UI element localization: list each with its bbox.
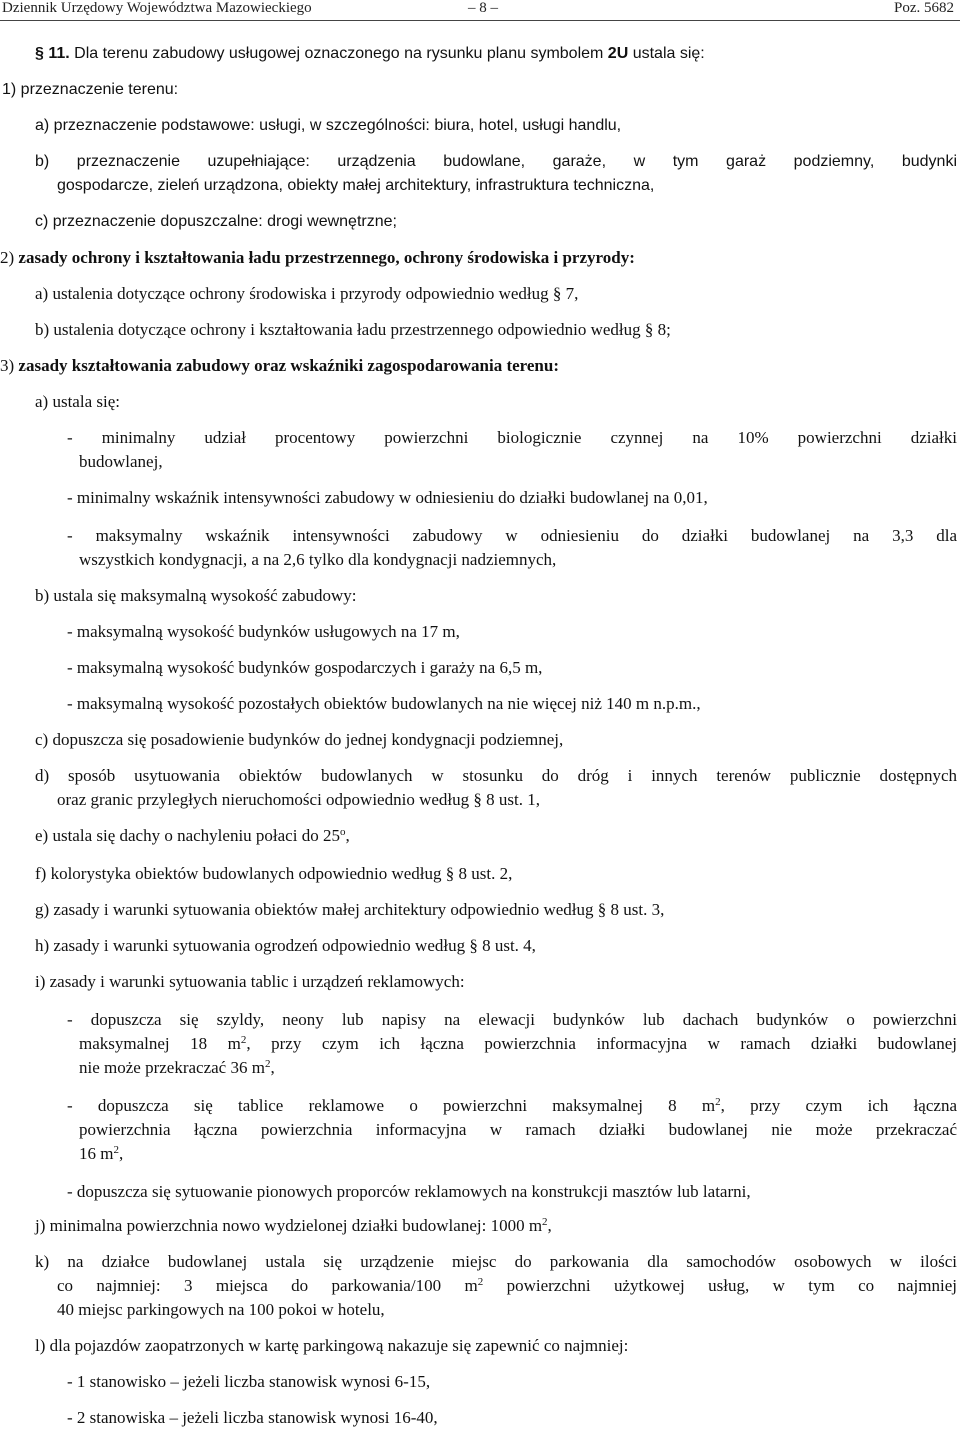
item-3l-bullet2: - 2 stanowiska – jeżeli liczba stanowisk wynosi 16-40, bbox=[67, 1408, 438, 1427]
item-3a-bullet3-line1: - maksymalny wskaźnik intensywności zabudowy w odniesieniu do działki budowlanej na 3,3 dla bbox=[67, 526, 957, 545]
header-divider bbox=[0, 20, 960, 21]
item-3j bbox=[35, 1214, 552, 1238]
text-part: , bbox=[547, 1216, 552, 1235]
item-2a: a) ustalenia dotyczące ochrony środowiska i przyrody odpowiednio według § 7, bbox=[35, 284, 579, 303]
item-3k-line3: 40 miejsc parkingowych na 100 pokoi w hotelu, bbox=[57, 1300, 385, 1319]
item-3i-bullet2-line1 bbox=[67, 1094, 957, 1118]
item-3l: l) dla pojazdów zaopatrzonych w kartę parkingową nakazuje się zapewnić co najmniej: bbox=[35, 1336, 629, 1355]
item-3e bbox=[35, 824, 350, 848]
item-3i-bullet1-line2 bbox=[79, 1032, 957, 1056]
item-3e-text: e) ustala się dachy o nachyleniu połaci do 25 bbox=[35, 826, 340, 845]
item-3e-tail: , bbox=[345, 826, 350, 845]
item-3b: b) ustala się maksymalną wysokość zabudowy: bbox=[35, 586, 357, 605]
item-2-number: 2) bbox=[0, 248, 19, 267]
superscript: 2 bbox=[264, 1058, 271, 1070]
section-text: Dla terenu zabudowy usługowej oznaczonego na rysunku planu symbolem bbox=[69, 45, 608, 62]
text-part: co najmniej: 3 miejsca do parkowania/100 m bbox=[57, 1276, 478, 1295]
degree-mark: o bbox=[339, 826, 346, 838]
item-1b-line1: b) przeznaczenie uzupełniające: urządzenia budowlane, garaże, w tym garaż podziemny, budynki bbox=[35, 153, 957, 170]
text-part: j) minimalna powierzchnia nowo wydzielonej działki budowlanej: 1000 m bbox=[35, 1216, 543, 1235]
superscript: 2 bbox=[715, 1096, 721, 1108]
item-2 bbox=[0, 246, 635, 270]
item-3a-bullet1-line2: budowlanej, bbox=[79, 452, 163, 471]
journal-title: Dziennik Urzędowy Województwa Mazowieckiego bbox=[2, 0, 312, 16]
page-number: – 8 – bbox=[468, 0, 498, 16]
item-1b-line2: gospodarcze, zieleń urządzona, obiekty małej architektury, infrastruktura techniczna, bbox=[57, 177, 655, 194]
section-number: § 11. bbox=[35, 45, 70, 62]
section-11-heading bbox=[35, 42, 705, 66]
item-3c: c) dopuszcza się posadowienie budynków do jednej kondygnacji podziemnej, bbox=[35, 730, 564, 749]
page-header bbox=[0, 0, 960, 16]
text-part: - dopuszcza się tablice reklamowe o powierzchni maksymalnej 8 m bbox=[67, 1096, 716, 1115]
superscript: 2 bbox=[542, 1216, 548, 1228]
zone-symbol: 2U bbox=[607, 45, 629, 62]
text-part: , bbox=[118, 1144, 124, 1163]
item-3k-line2 bbox=[57, 1274, 957, 1298]
item-1a: a) przeznaczenie podstawowe: usługi, w szczególności: biura, hotel, usługi handlu, bbox=[35, 117, 622, 134]
item-3b-bullet1: - maksymalną wysokość budynków usługowych na 17 m, bbox=[67, 622, 460, 641]
item-3i-bullet1-line1: - dopuszcza się szyldy, neony lub napisy na elewacji budynków lub dachach budynków o powierzchni bbox=[67, 1010, 957, 1029]
position-number: Poz. 5682 bbox=[894, 0, 954, 16]
item-3a: a) ustala się: bbox=[35, 392, 120, 411]
item-3f: f) kolorystyka obiektów budowlanych odpowiednio według § 8 ust. 2, bbox=[35, 864, 513, 883]
item-3k-line1: k) na działce budowlanej ustala się urządzenie miejsc do parkowania dla samochodów osobowych w ilości bbox=[35, 1252, 957, 1271]
item-3b-bullet3: - maksymalną wysokość pozostałych obiektów budowlanych na nie więcej niż 140 m n.p.m., bbox=[67, 694, 701, 713]
text-part: nie może przekraczać 36 m bbox=[79, 1058, 265, 1077]
item-3 bbox=[0, 354, 559, 378]
item-3i-bullet2-line2: powierzchnia łączna powierzchnia informacyjna w ramach działki budowlanej nie może przekraczać bbox=[79, 1120, 957, 1139]
text-part: , przy czym ich łączna bbox=[720, 1096, 957, 1115]
item-3l-bullet1: - 1 stanowisko – jeżeli liczba stanowisk wynosi 6-15, bbox=[67, 1372, 431, 1391]
text-part: powierzchni użytkowej usług, w tym co najmniej bbox=[483, 1276, 957, 1295]
item-3i-bullet2-line3 bbox=[79, 1142, 123, 1166]
superscript: 2 bbox=[477, 1276, 484, 1288]
item-1c: c) przeznaczenie dopuszczalne: drogi wewnętrzne; bbox=[35, 213, 397, 230]
item-3i-bullet3: - dopuszcza się sytuowanie pionowych proporców reklamowych na konstrukcji masztów lub latarni, bbox=[67, 1182, 751, 1201]
superscript: 2 bbox=[240, 1034, 247, 1046]
item-3i-bullet1-line3 bbox=[79, 1056, 275, 1080]
item-3a-bullet2: - minimalny wskaźnik intensywności zabudowy w odniesieniu do działki budowlanej na 0,01, bbox=[67, 488, 708, 507]
item-3i: i) zasady i warunki sytuowania tablic i urządzeń reklamowych: bbox=[35, 972, 465, 991]
item-3a-bullet3-line2: wszystkich kondygnacji, a na 2,6 tylko dla kondygnacji nadziemnych, bbox=[79, 550, 557, 569]
item-1: 1) przeznaczenie terenu: bbox=[2, 81, 179, 98]
item-2-heading: zasady ochrony i kształtowania ładu przestrzennego, ochrony środowiska i przyrody: bbox=[18, 248, 635, 267]
item-3g: g) zasady i warunki sytuowania obiektów małej architektury odpowiednio według § 8 ust. 3, bbox=[35, 900, 665, 919]
item-3b-bullet2: - maksymalną wysokość budynków gospodarczych i garaży na 6,5 m, bbox=[67, 658, 543, 677]
text-part: 16 m bbox=[79, 1144, 114, 1163]
item-2b: b) ustalenia dotyczące ochrony i kształtowania ładu przestrzennego odpowiednio według § 8; bbox=[35, 320, 671, 339]
item-3-heading: zasady kształtowania zabudowy oraz wskaźniki zagospodarowania terenu: bbox=[18, 356, 560, 375]
text-part: , bbox=[270, 1058, 275, 1077]
superscript: 2 bbox=[113, 1144, 119, 1156]
item-3-number: 3) bbox=[0, 356, 19, 375]
item-3d-line2: oraz granic przyległych nieruchomości odpowiednio według § 8 ust. 1, bbox=[57, 790, 540, 809]
text-part: , przy czym ich łączna powierzchnia informacyjna w ramach działki budowlanej bbox=[246, 1034, 957, 1053]
item-3a-bullet1-line1: - minimalny udział procentowy powierzchni biologicznie czynnej na 10% powierzchni działki bbox=[67, 428, 957, 447]
item-3d-line1: d) sposób usytuowania obiektów budowlanych w stosunku do dróg i innych terenów publicznie dostępnych bbox=[35, 766, 957, 785]
section-tail: ustala się: bbox=[628, 45, 705, 62]
text-part: maksymalnej 18 m bbox=[79, 1034, 241, 1053]
item-3h: h) zasady i warunki sytuowania ogrodzeń odpowiednio według § 8 ust. 4, bbox=[35, 936, 536, 955]
